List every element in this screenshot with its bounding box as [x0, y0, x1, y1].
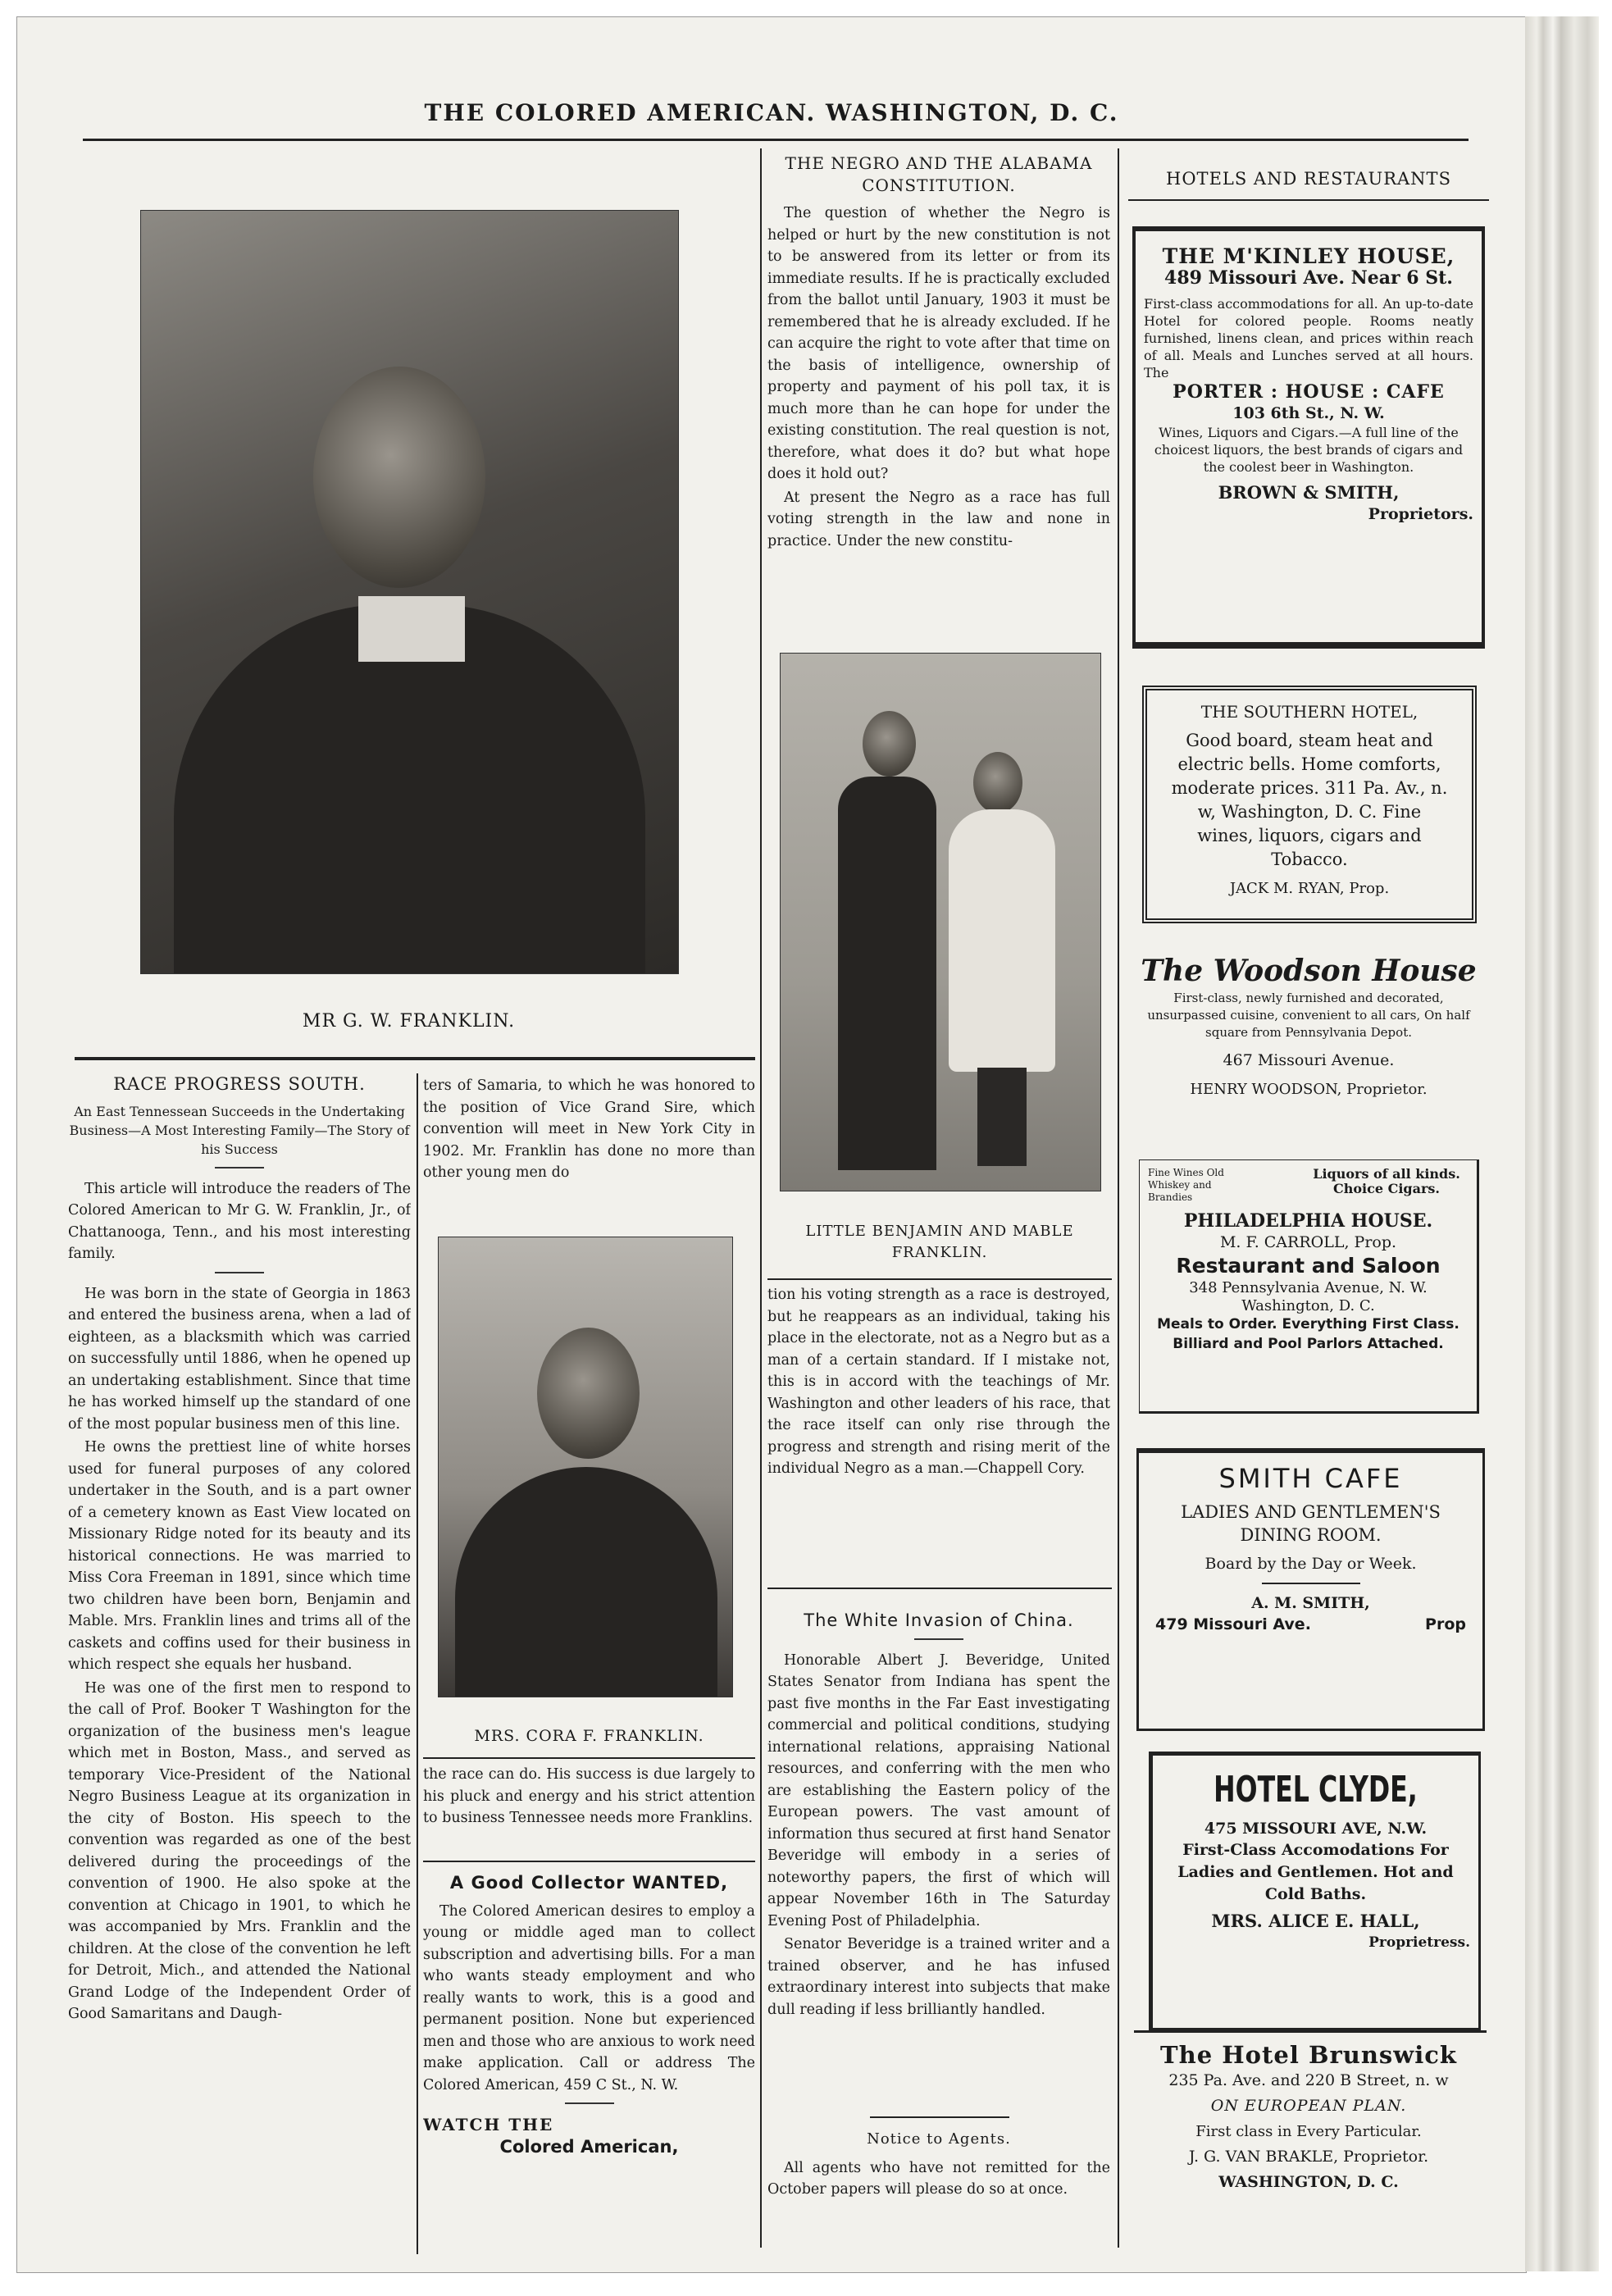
clyde-owner: MRS. ALICE E. HALL,: [1211, 1911, 1420, 1931]
alabama-continued: tion his voting strength as a race is destroyed, but he reappears as an individual, taking his place in the electorate, not as a Negro but as a man of a certain standard. If I mistake not, this is in accord with the teachings of Mr. Washington and other leaders of his race, that the race itself can only rise through the progress and strength and rising merit of the individual Negro as a man.—Chappell Cory.: [767, 1287, 1110, 1477]
race-progress-continued: ters of Samaria, to which he was honored to the position of Vice Grand Sire, which convention will meet in New York City in 1902. Mr. Franklin has done no more than other young men do: [423, 1077, 755, 1181]
mckinley-owners: BROWN & SMITH,: [1218, 482, 1400, 503]
alabama-article-continued: [767, 1284, 1110, 1563]
china-article: [767, 1610, 1110, 2102]
brunswick-body: First class in Every Particular.: [1195, 2123, 1422, 2140]
mckinley-body: First-class accommodations for all. An up-to-date Hotel for colored people. Rooms neatly furnished, linens clean, and prices within reach of all. Meals and Lunches served at all hours. The: [1144, 296, 1473, 380]
philadelphia-tag-right: Liquors of all kinds. Choice Cigars.: [1313, 1166, 1460, 1196]
ad-hotel-clyde: [1149, 1752, 1481, 2030]
brunswick-plan: ON EUROPEAN PLAN.: [1210, 2097, 1407, 2115]
philadelphia-owner: M. F. CARROLL, Prop.: [1219, 1233, 1397, 1251]
woodson-body: First-class, newly furnished and decorated, unsurpassed cuisine, convenient to all cars, On half square from Pennsylvania Depot.: [1147, 991, 1470, 1040]
column-divider: [1118, 148, 1119, 2248]
children-caption: LITTLE BENJAMIN AND MABLE FRANKLIN.: [805, 1223, 1074, 1261]
ad-woodson-house: [1132, 954, 1485, 1157]
brunswick-owner: J. G. VAN BRAKLE, Proprietor.: [1188, 2148, 1429, 2166]
race-progress-headline: RACE PROGRESS SOUTH.: [113, 1074, 366, 1094]
woodson-address: 467 Missouri Avenue.: [1223, 1051, 1395, 1069]
china-paragraph: Honorable Albert J. Beveridge, United States Senator from Indiana has spent the past five months in the Far East investigating commercial and political conditions, studying international relations, appraising National resources, and conferring with the men who are establishing the Eastern policy of the European powers. The vast amount of information thus secured at first hand Senator Beveridge will embody in a series of noteworthy papers, the first of which will appear November 16th in The Saturday Evening Post of Philadelphia.: [767, 1651, 1110, 1929]
franklin-portrait: [140, 210, 679, 974]
collector-headline: A Good Collector WANTED,: [449, 1873, 729, 1893]
hotels-header: HOTELS AND RESTAURANTS: [1166, 169, 1451, 189]
portrait-face: [537, 1328, 640, 1459]
boy-body: [838, 777, 936, 1170]
cora-portrait: [438, 1237, 733, 1697]
mckinley-porter-address: 103 6th St., N. W.: [1232, 404, 1385, 422]
masthead: THE COLORED AMERICAN. WASHINGTON, D. C.: [424, 99, 1119, 126]
girl-legs: [977, 1068, 1027, 1166]
section-rule: [75, 1057, 755, 1060]
smith-rule: [1262, 1583, 1360, 1584]
boy-face: [863, 711, 916, 777]
section-rule: [767, 1588, 1112, 1589]
ad-mckinley-house: [1132, 226, 1485, 649]
cora-caption: MRS. CORA F. FRANKLIN.: [474, 1727, 704, 1745]
alabama-paragraph: At present the Negro as a race has full voting strength in the law and none in practice. Under the new constitu-: [767, 489, 1110, 549]
clyde-title: Proprietress.: [1368, 1934, 1470, 1951]
portrait-dress: [455, 1467, 717, 1697]
philadelphia-restaurant: Restaurant and Saloon: [1176, 1254, 1441, 1278]
mckinley-name: THE M'KINLEY HOUSE,: [1162, 244, 1455, 268]
race-progress-paragraph: This article will introduce the readers of The Colored American to Mr G. W. Franklin, Jr., of Chattanooga, Tenn., and his most interesting family.: [68, 1180, 411, 1262]
smith-owner: A. M. SMITH,: [1251, 1594, 1370, 1612]
woodson-name: The Woodson House: [1141, 954, 1477, 988]
brunswick-city: WASHINGTON, D. C.: [1218, 2173, 1399, 2191]
clyde-address: 475 MISSOURI AVE, N.W.: [1204, 1820, 1428, 1838]
column-divider: [417, 1073, 418, 2254]
section-rule: [870, 2116, 1009, 2118]
notice-body: All agents who have not remitted for the October papers will please do so at once.: [767, 2159, 1110, 2198]
ad-hotel-brunswick: [1132, 2043, 1485, 2239]
southern-body: Good board, steam heat and electric bells. Home comforts, moderate prices. 311 Pa. Av., n. w, Washington, D. C. Fine wines, liquors, cigars and Tobacco.: [1171, 731, 1448, 869]
china-headline: The White Invasion of China.: [804, 1610, 1074, 1630]
girl-face: [973, 752, 1022, 813]
section-rule: [1128, 199, 1489, 201]
southern-name: THE SOUTHERN HOTEL,: [1200, 702, 1418, 722]
race-progress-column-2-end: [423, 1764, 755, 1854]
philadelphia-name: PHILADELPHIA HOUSE.: [1183, 1210, 1433, 1232]
ad-philadelphia-house: [1139, 1159, 1479, 1414]
newspaper-page: [16, 16, 1527, 2273]
woodson-owner: HENRY WOODSON, Proprietor.: [1190, 1081, 1428, 1098]
watch-line-1: WATCH THE: [423, 2115, 554, 2134]
clyde-body: First-Class Accomodations For Ladies and Gentlemen. Hot and Cold Baths.: [1177, 1841, 1454, 1903]
philadelphia-extra: Billiard and Pool Parlors Attached.: [1173, 1336, 1444, 1352]
page-edge: [1525, 16, 1599, 2271]
smith-sub: LADIES AND GENTLEMEN'S DINING ROOM.: [1181, 1502, 1441, 1545]
notice-to-agents: [767, 2129, 1110, 2252]
watch-line-2: Colored American,: [499, 2136, 679, 2157]
children-portrait: [780, 653, 1101, 1191]
collector-body: The Colored American desires to employ a young or middle aged man to collect subscription and advertising bills. For a man who wants steady employment and who really wants to work, this is a good and permanent position. None but experienced men and those who are anxious to work need make application. Call or address The Colored American, 459 C St., N. W.: [423, 1902, 755, 2093]
section-rule: [1134, 2030, 1487, 2033]
mckinley-address: 489 Missouri Ave. Near 6 St.: [1164, 267, 1453, 289]
alabama-article: [767, 153, 1110, 628]
smith-prop: Prop: [1425, 1615, 1466, 1633]
race-progress-column-2: [423, 1075, 755, 1206]
section-rule: [423, 1757, 755, 1759]
portrait-face: [313, 367, 485, 588]
portrait-collar: [358, 596, 465, 662]
ad-southern-hotel: [1142, 686, 1477, 923]
ad-smith-cafe: [1136, 1448, 1485, 1731]
philadelphia-body: Meals to Order. Everything First Class.: [1157, 1316, 1459, 1332]
alabama-headline: THE NEGRO AND THE ALABAMA CONSTITUTION.: [785, 153, 1093, 195]
collector-notice: [423, 1872, 755, 2257]
smith-name: SMITH CAFE: [1218, 1463, 1403, 1494]
smith-board: Board by the Day or Week.: [1204, 1555, 1417, 1573]
alabama-paragraph: The question of whether the Negro is helped or hurt by the new constitution is not to be answered from its letter or from its immediate results. If he is practically excluded from the ballot until January, 1903 it must be remembered that he is already excluded. If he can acquire the right to vote after that time on the basis of intelligence, ownership of property and payment of his poll tax, it is much more than he can hope for under the existing constitution. The real question is not, therefore, what does it do? but what hope does it hold out?: [767, 205, 1110, 482]
race-progress-paragraph: He was one of the first men to respond to the call of Prof. Booker T Washington for the organization of the business men's league which met in Boston, Mass., and served as temporary Vice-President of the National Negro Business League at its organization in the city of Boston. His speech to the convention was regarded as one of the best delivered during the proceedings of the convention of 1900. He also spoke at the convention at Chicago in 1901, to which he was accompanied by Mrs. Franklin and the children. At the close of the convention he left for Detroit, Mich., and attended the National Grand Lodge of the Independent Order of Good Samaritans and Daugh-: [68, 1679, 411, 2022]
deck-rule: [215, 1167, 264, 1168]
race-progress-paragraph: He owns the prettiest line of white horses used for funeral purposes of any colored undertaker in the South, and is a part owner of a cemetery known as East View located on Missionary Ridge noted for its beauty and its historical connections. He was married to Miss Cora Freeman in 1891, since which time two children have been born, Benjamin and Mable. Mrs. Franklin lines and trims all of the caskets and coffins used for their business in which respect she equals her husband.: [68, 1439, 411, 1673]
headline-rule: [914, 1638, 963, 1640]
paragraph-rule: [215, 1272, 264, 1273]
brunswick-address: 235 Pa. Ave. and 220 B Street, n. w: [1168, 2071, 1449, 2089]
clyde-name: HOTEL CLYDE,: [1214, 1769, 1418, 1811]
mckinley-porter: PORTER : HOUSE : CAFE: [1173, 381, 1445, 403]
china-paragraph: Senator Beveridge is a trained writer and a trained observer, and he has infused extraordinary interest into subjects that make dull reading if less brilliantly handled.: [767, 1936, 1110, 2018]
race-progress-deck: An East Tennessean Succeeds in the Undertaking Business—A Most Interesting Family—The Story of his Success: [69, 1103, 410, 1157]
brunswick-name: The Hotel Brunswick: [1160, 2041, 1457, 2069]
race-progress-conclusion: the race can do. His success is due largely to his pluck and energy and his strict attention to business Tennessee needs more Franklins.: [423, 1766, 755, 1826]
southern-owner: JACK M. RYAN, Prop.: [1229, 880, 1390, 897]
race-progress-column-1: [68, 1073, 411, 2254]
franklin-caption: MR G. W. FRANKLIN.: [302, 1011, 516, 1032]
section-rule: [423, 1861, 755, 1862]
collector-rule: [565, 2102, 614, 2104]
smith-address: 479 Missouri Ave.: [1155, 1615, 1311, 1633]
race-progress-paragraph: He was born in the state of Georgia in 1863 and entered the business arena, when a lad of eighteen, as a blacksmith which was carried on successfully until 1886, when he opened up an undertaking establishment. Since that time he has worked himself up the standard of one of the most popular business men of this line.: [68, 1285, 411, 1433]
mckinley-title: Proprietors.: [1368, 505, 1473, 523]
notice-headline: Notice to Agents.: [867, 2130, 1011, 2148]
philadelphia-address: 348 Pennsylvania Avenue, N. W. Washington, D. C.: [1189, 1279, 1428, 1314]
masthead-rule: [83, 139, 1469, 141]
girl-dress: [949, 809, 1055, 1072]
column-divider: [760, 148, 762, 2248]
section-rule: [767, 1278, 1112, 1280]
mckinley-body2: Wines, Liquors and Cigars.—A full line of the choicest liquors, the best brands of cigars and the coolest beer in Washington.: [1154, 425, 1464, 475]
philadelphia-tag-left: Fine Wines Old Whiskey and Brandies: [1148, 1167, 1224, 1203]
